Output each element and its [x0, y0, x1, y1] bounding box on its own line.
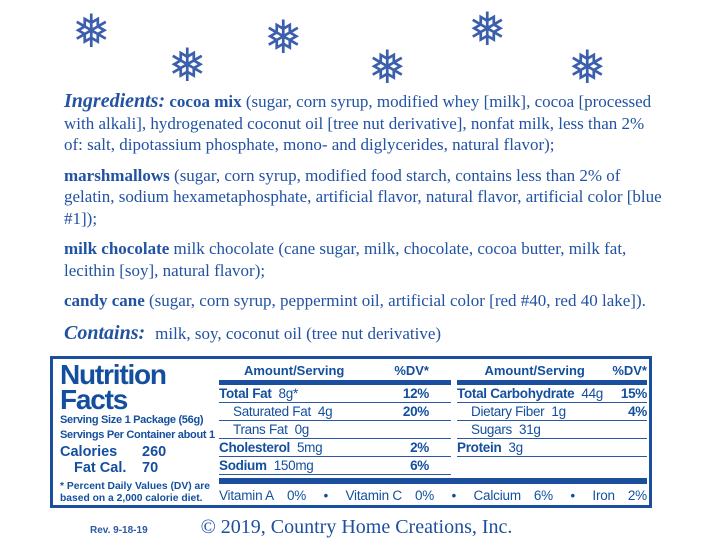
- nutrient-label: Saturated Fat: [233, 403, 311, 419]
- revision-date: Rev. 9-18-19: [90, 525, 148, 536]
- nutrient-row-dietary-fiber: [457, 403, 647, 421]
- ingredient-lead: candy cane: [64, 291, 145, 310]
- column-header: [219, 362, 451, 378]
- separator-bar: [219, 478, 647, 484]
- contains-body: milk, soy, coconut oil (tree nut derivative): [155, 324, 442, 343]
- nutrient-label: Total Carbohydrate: [457, 385, 575, 401]
- snowflake-icon: ❅: [168, 38, 207, 92]
- snowflake-icon: ❅: [368, 40, 407, 94]
- nutrient-amount: 5mg: [296, 439, 323, 455]
- ingredient-body: milk chocolate (cane sugar, milk, chocolate, cocoa butter, milk fat, lecithin [soy], natural flavor);: [64, 239, 627, 280]
- nutrition-facts-title-line1: Nutrition: [60, 359, 166, 390]
- nutrient-amount: 4g: [317, 403, 333, 419]
- fat-calories-label: Fat Cal.: [74, 460, 127, 476]
- nutrient-column-right: [457, 362, 647, 475]
- nutrient-amount: 3g: [508, 439, 523, 455]
- micronutrient-value: 0%: [414, 487, 435, 503]
- servings-per-container: Servings Per Container about 1: [60, 429, 215, 441]
- micronutrient-label: Iron: [592, 487, 615, 503]
- micronutrient-vitamin-a: [219, 488, 306, 503]
- contains-section: [64, 322, 664, 345]
- nutrition-facts-panel: [50, 356, 652, 508]
- micronutrients-row: [219, 486, 647, 504]
- nutrient-label: Protein: [457, 439, 502, 455]
- micronutrient-value: 0%: [286, 487, 307, 503]
- micronutrient-value: 6%: [533, 487, 553, 503]
- nutrient-dv: 12%: [402, 385, 429, 401]
- micronutrient-iron: [592, 488, 647, 503]
- calories-value: 260: [142, 444, 167, 460]
- bullet-separator: •: [323, 487, 328, 503]
- fat-calories-value: 70: [142, 460, 159, 476]
- micronutrient-calcium: [474, 488, 554, 503]
- amount-serving-header: Amount/Serving: [243, 363, 345, 378]
- nutrient-label: Sugars: [471, 421, 512, 437]
- nutrient-row-saturated-fat: [219, 403, 451, 421]
- snowflake-icon: ❅: [72, 4, 111, 58]
- ingredients-heading: Ingredients:: [64, 90, 166, 112]
- serving-size: Serving Size 1 Package (56g): [60, 414, 204, 426]
- nutrient-row-trans-fat: [219, 421, 451, 439]
- nutrition-facts-left-column: [60, 359, 220, 504]
- ingredients-paragraph-milk-chocolate: [64, 238, 664, 281]
- ingredient-lead: milk chocolate: [64, 239, 170, 258]
- nutrient-row-spacer: [457, 457, 647, 475]
- calories-label: Calories: [60, 444, 118, 460]
- ingredients-paragraph-marshmallows: [64, 165, 664, 230]
- nutrient-column-left: [219, 362, 451, 475]
- nutrient-dv: 6%: [410, 457, 429, 473]
- nutrient-row-cholesterol: [219, 439, 451, 457]
- calories-row: [60, 444, 220, 460]
- ingredient-body: (sugar, corn syrup, modified whey [milk], cocoa [processed with alkali], hydrogenated coconut oil [tree nut derivative], nonfat milk, less than 2% of: salt, dipotassium phosphate, mono- and diglycerides, natural flavor);: [64, 92, 652, 154]
- amount-serving-header: Amount/Serving: [484, 363, 585, 378]
- copyright-line: © 2019, Country Home Creations, Inc.: [200, 516, 513, 538]
- nutrient-amount: 31g: [518, 421, 541, 437]
- ingredient-body: (sugar, corn syrup, modified food starch, contains less than 2% of gelatin, sodium hexametaphosphate, artificial flavor, natural flavor, artificial color [blue #1]);: [64, 165, 662, 228]
- snowflake-icon: ❅: [264, 10, 303, 64]
- bullet-separator: •: [570, 487, 575, 503]
- nutrient-amount: 0g: [294, 421, 309, 437]
- micronutrient-value: 2%: [627, 487, 647, 503]
- fat-calories-row: [60, 460, 220, 476]
- nutrient-row-sugars: [457, 421, 647, 439]
- micronutrient-label: Vitamin A: [219, 487, 274, 503]
- nutrition-facts-title: [60, 359, 220, 415]
- nutrient-row-protein: [457, 439, 647, 457]
- snowflake-icon: ❅: [468, 2, 507, 56]
- snowflake-icon: ❅: [568, 40, 607, 94]
- nutrient-label: Cholesterol: [219, 439, 290, 455]
- nutrient-label: Dietary Fiber: [471, 403, 545, 419]
- nutrient-amount: 150mg: [273, 457, 314, 473]
- ingredients-paragraph-cocoa-mix: [64, 91, 664, 156]
- nutrient-amount: 1g: [551, 403, 566, 419]
- nutrient-row-sodium: [219, 457, 451, 475]
- nutrient-row-total-fat: [219, 385, 451, 403]
- calories-block: [60, 444, 220, 476]
- nutrient-dv: 4%: [628, 403, 647, 419]
- nutrient-amount: 8g*: [278, 385, 298, 401]
- ingredient-body: (sugar, corn syrup, peppermint oil, artificial color [red #40, red 40 lake]).: [144, 291, 646, 310]
- daily-value-footnote: * Percent Daily Values (DV) are based on a 2,000 calorie diet.: [60, 481, 210, 504]
- ingredients-section: [64, 91, 664, 321]
- percent-dv-header: %DV*: [394, 363, 429, 378]
- nutrition-facts-title-line2: Facts: [60, 384, 128, 415]
- column-header: [457, 362, 647, 378]
- nutrient-label: Total Fat: [219, 385, 272, 401]
- nutrient-dv: 15%: [620, 385, 647, 401]
- bullet-separator: •: [451, 487, 456, 503]
- ingredient-lead: cocoa mix: [169, 92, 242, 111]
- ingredients-paragraph-candy-cane: [64, 290, 664, 312]
- micronutrient-vitamin-c: [346, 488, 435, 503]
- nutrient-label: Trans Fat: [233, 421, 288, 437]
- ingredient-lead: marshmallows: [64, 165, 170, 185]
- micronutrient-label: Vitamin C: [345, 487, 402, 503]
- micronutrient-label: Calcium: [473, 487, 521, 503]
- nutrient-dv: 2%: [410, 439, 429, 455]
- nutrient-row-total-carbohydrate: [457, 385, 647, 403]
- nutrient-dv: 20%: [402, 403, 429, 419]
- contains-heading: Contains:: [64, 322, 146, 344]
- percent-dv-header: %DV*: [612, 363, 647, 378]
- nutrient-amount: 44g: [581, 385, 603, 401]
- nutrient-label: Sodium: [219, 457, 267, 473]
